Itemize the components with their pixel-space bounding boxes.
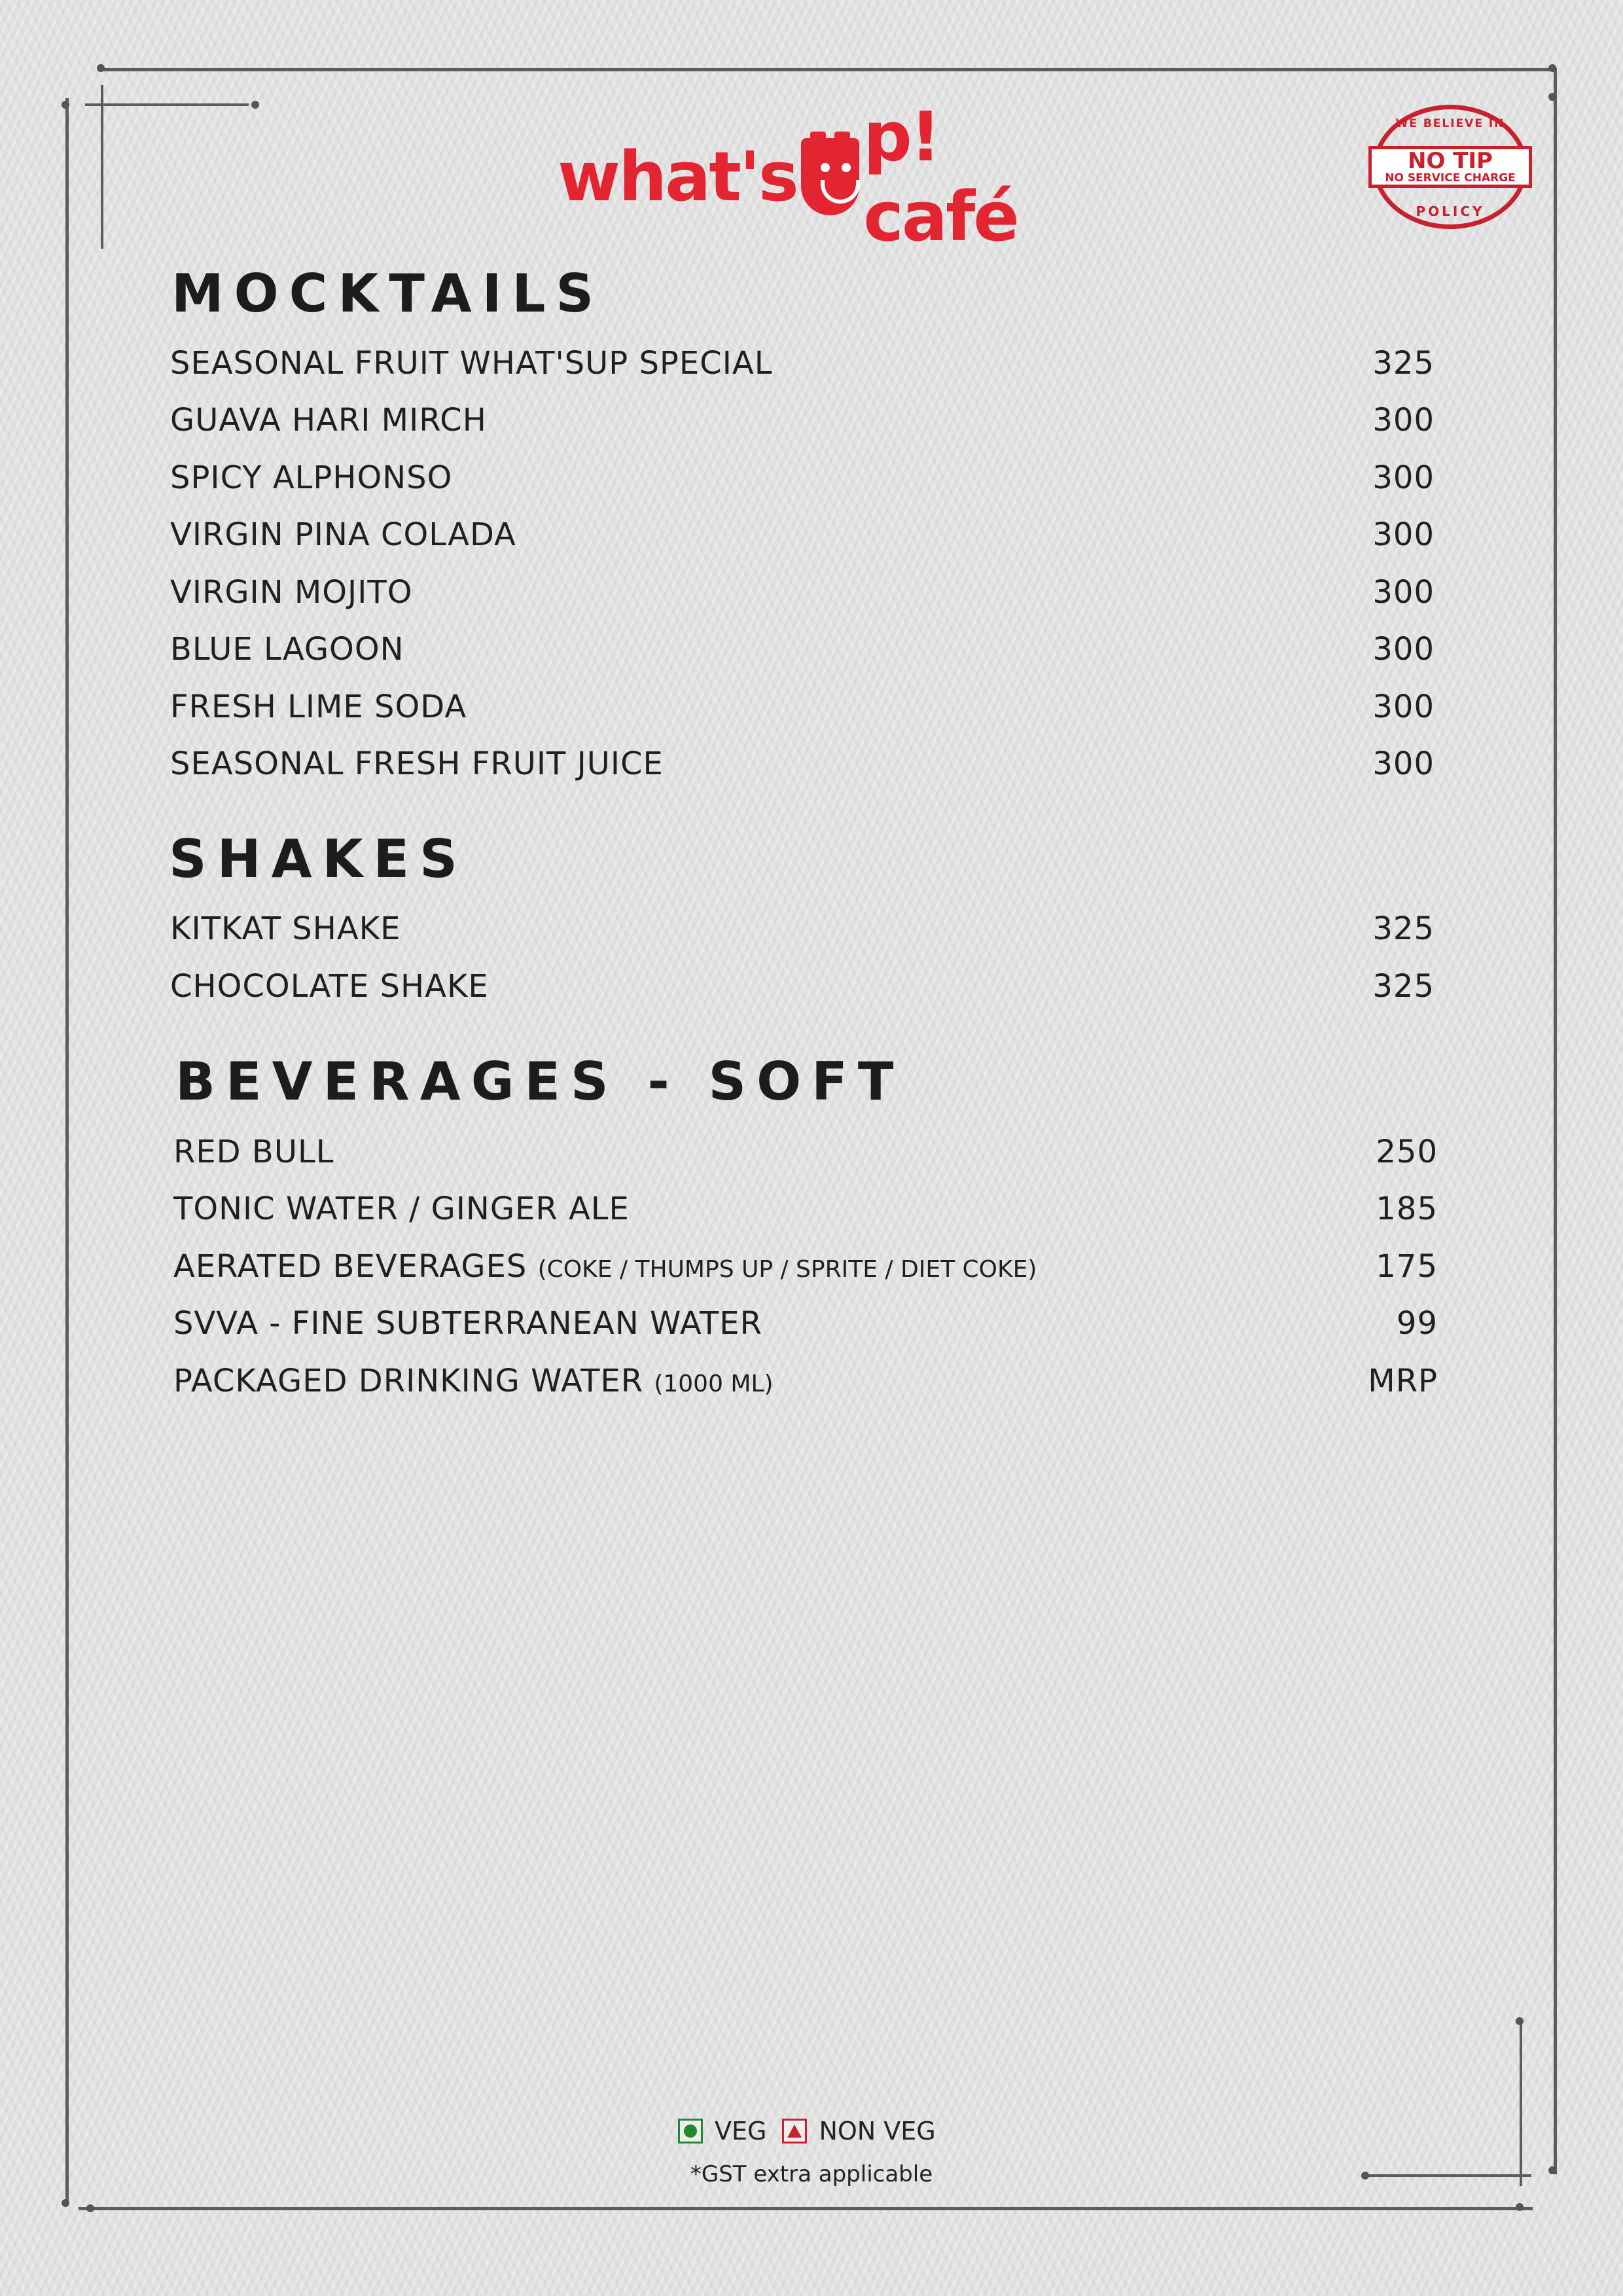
item-price: 300 <box>1372 516 1435 553</box>
item-price: 325 <box>1372 345 1435 382</box>
item-name: SEASONAL FRESH FRUIT JUICE <box>170 745 664 782</box>
menu-item <box>173 1186 1438 1232</box>
menu-item <box>170 963 1435 1009</box>
frame-ornament-dot <box>1548 64 1556 72</box>
stamp-bottom-text: POLICY <box>1416 204 1485 219</box>
section-title-shakes: SHAKES <box>169 829 468 889</box>
frame-ornament-dot <box>1548 93 1556 101</box>
item-name: AERATED BEVERAGES <box>173 1248 527 1285</box>
veg-symbol-icon <box>678 2119 703 2144</box>
menu-item <box>170 340 1435 386</box>
item-name: KITKAT SHAKE <box>170 910 401 947</box>
frame-ornament-dot <box>97 64 105 72</box>
item-price: 300 <box>1372 574 1435 611</box>
menu-item <box>170 906 1435 952</box>
stamp-sub-text: NO SERVICE CHARGE <box>1385 171 1516 185</box>
menu-item <box>170 626 1435 672</box>
frame-ornament-dot <box>1516 2203 1524 2211</box>
frame-left-border <box>65 98 69 2204</box>
item-name: RED BULL <box>173 1134 334 1170</box>
item-name: SPICY ALPHONSO <box>170 459 453 496</box>
item-name: VIRGIN MOJITO <box>170 574 413 611</box>
stamp-top-text: WE BELIEVE IN <box>1395 117 1505 130</box>
frame-bottom-border <box>79 2207 1533 2210</box>
diet-legend <box>678 2114 936 2148</box>
item-name: PACKAGED DRINKING WATER <box>173 1363 644 1399</box>
item-price: 250 <box>1376 1134 1438 1170</box>
menu-item <box>173 1300 1438 1346</box>
item-price: 300 <box>1372 631 1435 668</box>
non-veg-symbol-icon <box>782 2119 807 2144</box>
item-name: GUAVA HARI MIRCH <box>170 402 487 439</box>
logo-text-right: p! café <box>863 97 1018 257</box>
item-price: 300 <box>1372 402 1435 439</box>
frame-ornament-dot <box>62 2199 69 2207</box>
item-price: MRP <box>1368 1363 1438 1399</box>
item-name: VIRGIN PINA COLADA <box>170 516 516 553</box>
item-name: TONIC WATER / GINGER ALE <box>173 1191 630 1227</box>
stamp-main-text: NO TIP <box>1408 148 1493 174</box>
item-name: FRESH LIME SODA <box>170 689 467 725</box>
menu-item <box>173 1129 1438 1175</box>
menu-item <box>170 397 1435 443</box>
item-name: SVVA - FINE SUBTERRANEAN WATER <box>173 1305 762 1342</box>
item-price: 300 <box>1372 689 1435 725</box>
gst-note: *GST extra applicable <box>690 2161 933 2187</box>
menu-item <box>173 1358 1438 1404</box>
item-price: 300 <box>1372 459 1435 496</box>
frame-ornament-dot <box>86 2204 94 2212</box>
section-title-beverages-soft: BEVERAGES - SOFT <box>175 1051 904 1112</box>
menu-item <box>170 569 1435 615</box>
frame-corner-accent <box>101 85 103 249</box>
menu-item <box>173 1244 1438 1289</box>
frame-top-border <box>98 68 1552 71</box>
frame-ornament-dot <box>62 101 69 109</box>
item-price: 99 <box>1396 1305 1438 1342</box>
menu-item <box>170 512 1435 558</box>
item-price: 185 <box>1376 1191 1438 1227</box>
frame-corner-accent <box>85 103 249 106</box>
no-tip-policy-stamp <box>1373 105 1527 229</box>
menu-item <box>170 455 1435 501</box>
frame-ornament-dot <box>1516 2017 1524 2025</box>
menu-item <box>170 741 1435 787</box>
smiley-cup-logo-icon <box>801 138 859 215</box>
frame-right-border <box>1554 68 1557 2174</box>
item-price: 325 <box>1372 910 1435 947</box>
non-veg-label: NON VEG <box>819 2117 936 2145</box>
item-price: 175 <box>1376 1248 1438 1285</box>
item-price: 325 <box>1372 968 1435 1005</box>
item-note: (COKE / THUMPS UP / SPRITE / DIET COKE) <box>537 1256 1037 1283</box>
item-price: 300 <box>1372 745 1435 782</box>
item-name: SEASONAL FRUIT WHAT'SUP SPECIAL <box>170 345 773 382</box>
item-name: CHOCOLATE SHAKE <box>170 968 489 1005</box>
item-note: (1000 ML) <box>654 1371 774 1397</box>
logo-text-left: what's <box>558 137 797 217</box>
veg-label: VEG <box>715 2117 767 2145</box>
section-title-mocktails: MOCKTAILS <box>171 263 604 324</box>
menu-item <box>170 684 1435 730</box>
cafe-logo <box>558 97 1068 257</box>
item-name: BLUE LAGOON <box>170 631 404 668</box>
frame-ornament-dot <box>251 101 259 109</box>
